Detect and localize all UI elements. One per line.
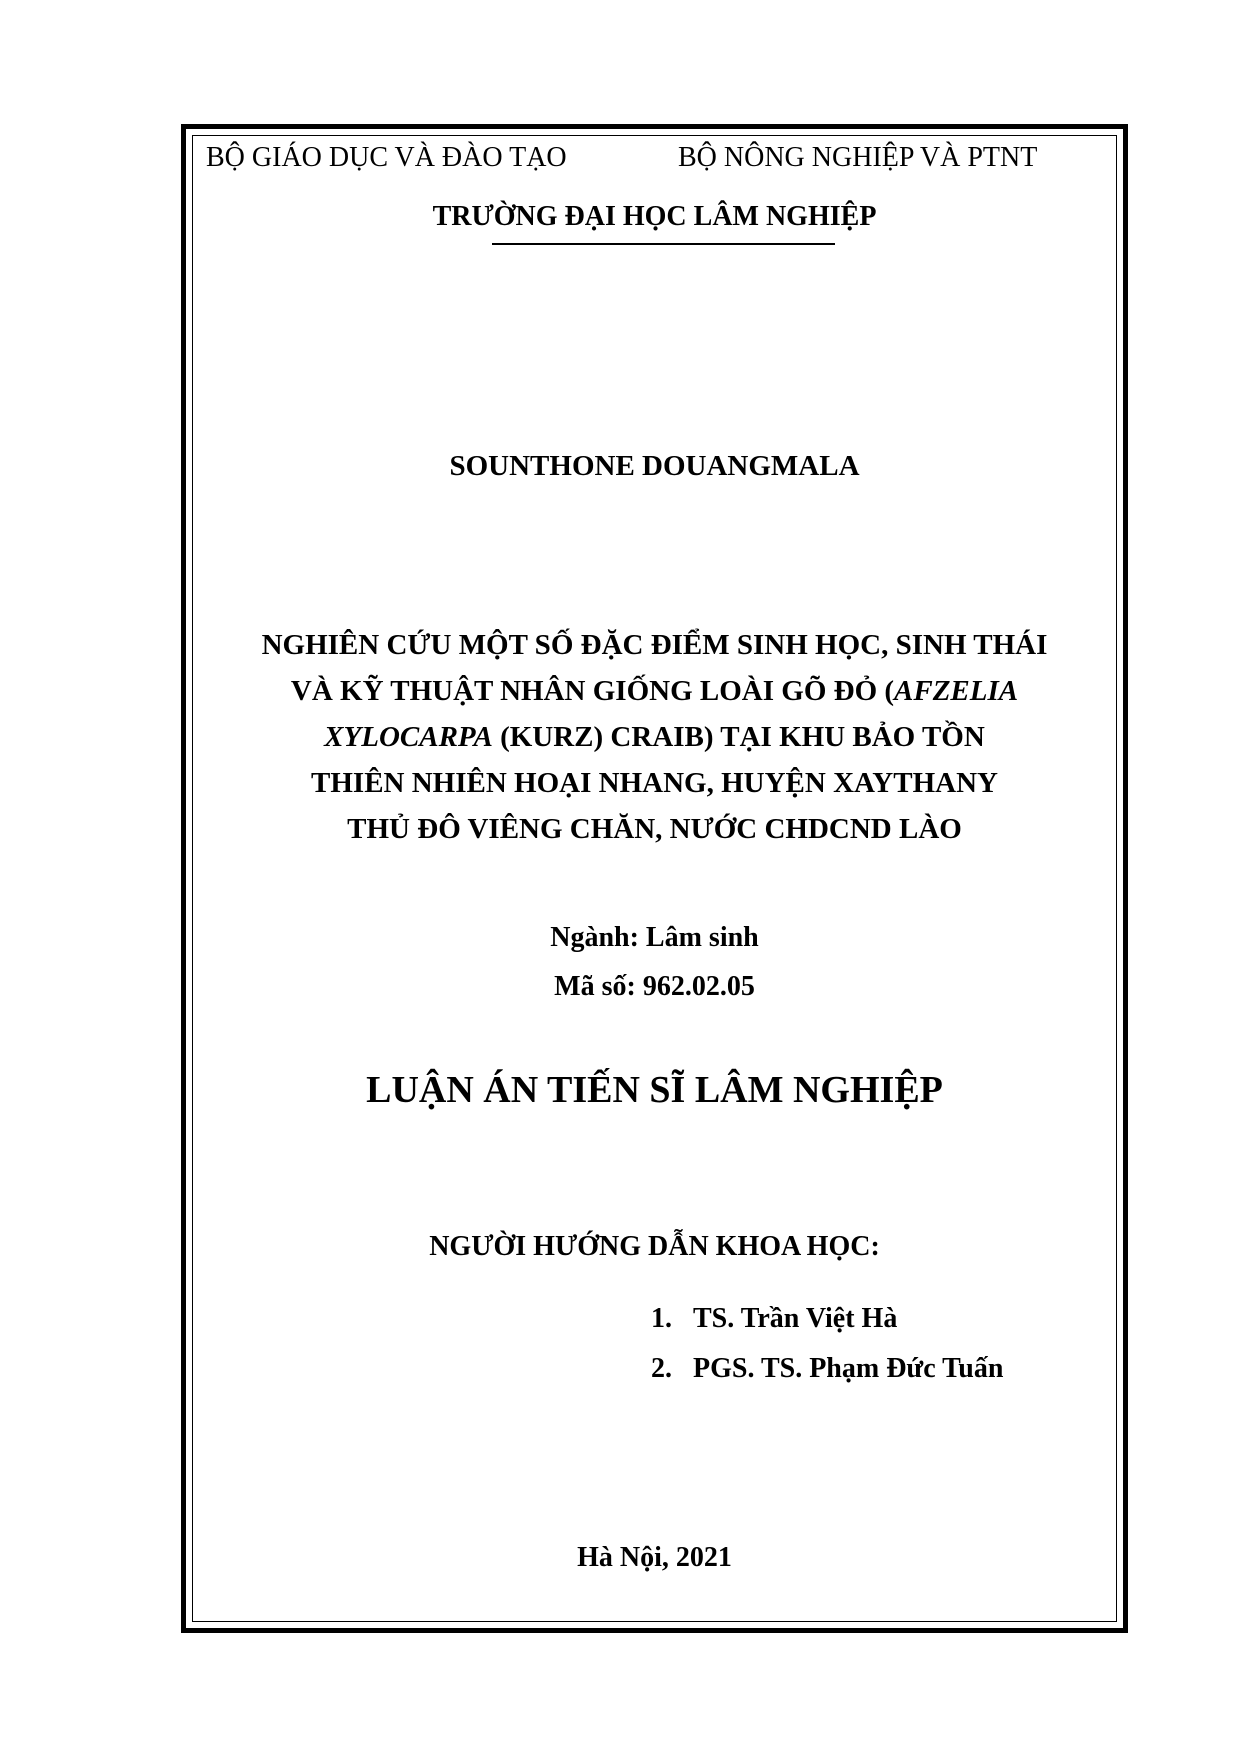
inner-page-border (192, 135, 1117, 1622)
thesis-title-line-2-text: VÀ KỸ THUẬT NHÂN GIỐNG LOÀI GÕ ĐỎ ( (290, 675, 895, 707)
species-genus-italic: AFZELIA (894, 675, 1019, 707)
university-name: TRƯỜNG ĐẠI HỌC LÂM NGHIỆP (432, 201, 877, 232)
major-label: Ngành: Lâm sinh (550, 922, 759, 953)
advisor-name: PGS. TS. Phạm Đức Tuấn (693, 1353, 1004, 1384)
thesis-title-line-5: THỦ ĐÔ VIÊNG CHĂN, NƯỚC CHDCND LÀO (347, 813, 962, 845)
advisor-number: 1. (651, 1303, 672, 1334)
thesis-title-line-2 (192, 677, 1117, 706)
university-underline (492, 243, 835, 245)
advisors-heading: NGƯỜI HƯỚNG DẪN KHOA HỌC: (429, 1231, 880, 1262)
thesis-title-line-3-text: (KURZ) CRAIB) TẠI KHU BẢO TỒN (492, 721, 985, 753)
place-and-year: Hà Nội, 2021 (577, 1542, 732, 1573)
ministry-agriculture-label: BỘ NÔNG NGHIỆP VÀ PTNT (678, 142, 1038, 173)
ministry-education-label: BỘ GIÁO DỤC VÀ ĐÀO TẠO (206, 142, 567, 173)
advisor-name: TS. Trần Việt Hà (693, 1303, 898, 1334)
major-code: Mã số: 962.02.05 (554, 971, 755, 1002)
thesis-type-heading: LUẬN ÁN TIẾN SĨ LÂM NGHIỆP (366, 1069, 943, 1111)
thesis-title-line-1: NGHIÊN CỨU MỘT SỐ ĐẶC ĐIỂM SINH HỌC, SINH THÁI (261, 629, 1048, 661)
species-epithet-italic: XYLOCARPA (324, 721, 493, 753)
author-name: SOUNTHONE DOUANGMALA (449, 450, 860, 482)
thesis-title-line-3 (192, 723, 1117, 752)
advisor-item-2 (651, 1355, 1003, 1383)
advisor-item-1 (651, 1305, 897, 1333)
advisor-number: 2. (651, 1353, 672, 1384)
thesis-title-line-4: THIÊN NHIÊN HOẠI NHANG, HUYỆN XAYTHANY (311, 767, 998, 799)
